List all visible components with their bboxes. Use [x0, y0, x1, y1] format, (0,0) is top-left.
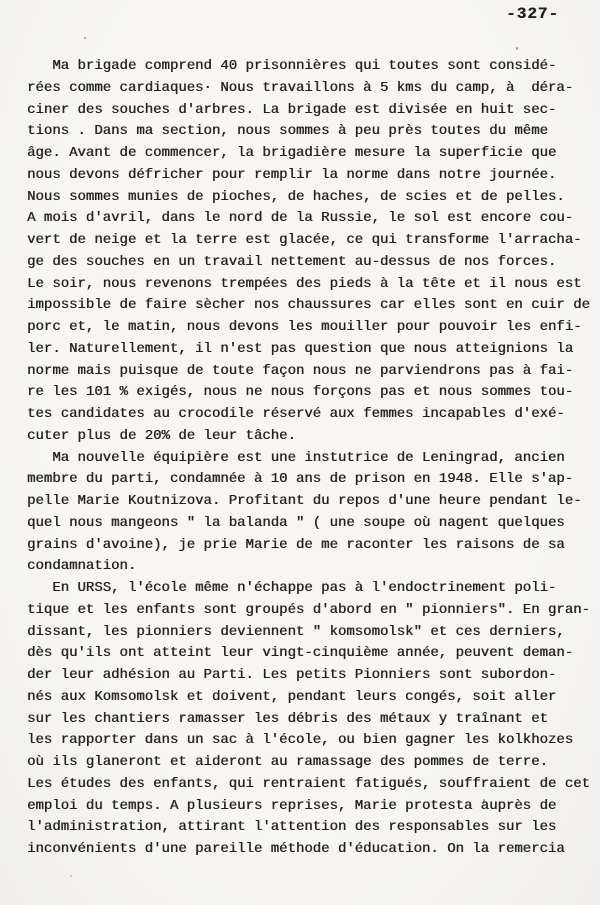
- text-line: l'administration, attirant l'attention des responsables sur les: [27, 819, 557, 836]
- text-line: En URSS, l'école même n'échappe pas à l'endoctrinement poli-: [52, 580, 557, 596]
- text-line: ge des souches en un travail nettement au-dessus de nos forces.: [27, 253, 557, 270]
- ink-speck: [483, 799, 485, 803]
- text-line: Nous sommes munies de pioches, de haches, de scies et de pelles.: [27, 188, 565, 205]
- text-line: inconvénients d'une pareille méthode d'éducation. On la remercia: [27, 841, 565, 857]
- text-line: quel nous mangeons " la balanda " ( une soupe où nagent quelques: [27, 514, 565, 531]
- text-line: dès qu'ils ont atteint leur vingt-cinquième année, peuvent deman-: [27, 645, 574, 662]
- ink-speck: [84, 37, 86, 39]
- page-number: -327-: [506, 5, 560, 23]
- text-line: âge. Avant de commencer, la brigadière mesure la superficie que: [27, 145, 557, 161]
- text-line: rées comme cardiaques· Nous travaillons à 5 kms du camp, à déra-: [27, 79, 574, 96]
- text-line: ler. Naturellement, il n'est pas question que nous atteignions la: [27, 340, 574, 357]
- ink-speck: [516, 47, 518, 50]
- text-line: grains d'avoine), je prie Marie de me raconter les raisons de sa: [27, 536, 565, 553]
- text-line: der leur adhésion au Parti. Les petits Pionniers sont subordon-: [27, 667, 557, 683]
- text-line: vert de neige et la terre est glacée, ce qui transforme l'arracha-: [27, 232, 582, 248]
- text-line: norme mais puisque de toute façon nous ne parviendrons pas à fai-: [27, 362, 574, 379]
- text-line: cuter plus de 20% de leur tâche.: [27, 427, 296, 444]
- text-line: tique et les enfants sont groupés d'abord en " pionniers". En gran-: [27, 601, 590, 618]
- text-line: membre du parti, condamnée à 10 ans de prison en 1948. Elle s'ap-: [27, 471, 574, 488]
- text-line: Ma nouvelle équipière est une instutrice de Leningrad, ancien: [52, 449, 565, 466]
- text-line: Ma brigade comprend 40 prisonnières qui toutes sont considé-: [52, 58, 557, 74]
- text-line: Les études des enfants, qui rentraient fatigués, souffraient de cet: [27, 775, 590, 792]
- paragraph-1: [27, 56, 593, 448]
- text-line: emploi du temps. A plusieurs reprises, Marie protesta auprès de: [27, 797, 557, 814]
- text-line: pelle Marie Koutnizova. Profitant du repos d'une heure pendant le-: [27, 493, 582, 509]
- document-body: [27, 56, 593, 861]
- text-line: Le soir, nous revenons trempées des pieds à la tête et il nous est: [27, 275, 582, 292]
- text-line: ciner des souches d'arbres. La brigade est divisée en huit sec-: [27, 101, 557, 118]
- text-line: dissant, les pionniers deviennent " komsomolsk" et ces derniers,: [27, 623, 565, 640]
- text-line: nés aux Komsomolsk et doivent, pendant leurs congés, soit aller: [27, 688, 557, 705]
- text-line: sur les chantiers ramasser les débris des métaux y traînant et: [27, 710, 548, 727]
- text-line: condamnation.: [27, 558, 137, 575]
- text-line: les rapporter dans un sac à l'école, ou bien gagner les kolkhozes: [27, 732, 574, 749]
- text-line: re les 101 % exigés, nous ne nous forçons pas et nous sommes tou-: [27, 384, 574, 401]
- text-line: tes candidates au crocodile réservé aux femmes incapables d'exé-: [27, 406, 565, 422]
- text-line: porc et, le matin, nous devons les mouiller pour pouvoir les enfi-: [27, 319, 582, 335]
- text-line: nous devons défricher pour remplir la norme dans notre journée.: [27, 166, 557, 183]
- text-line: tions . Dans ma section, nous sommes à peu près toutes du même: [27, 123, 548, 140]
- paragraph-3: [27, 578, 593, 861]
- text-line: A mois d'avril, dans le nord de la Russie, le sol est encore cou-: [27, 210, 574, 227]
- paragraph-2: [27, 448, 593, 579]
- ink-speck: [70, 875, 72, 877]
- text-line: impossible de faire sècher nos chaussures car elles sont en cuir de: [27, 297, 590, 314]
- text-line: où ils glaneront et aideront au ramassage des pommes de terre.: [27, 754, 548, 770]
